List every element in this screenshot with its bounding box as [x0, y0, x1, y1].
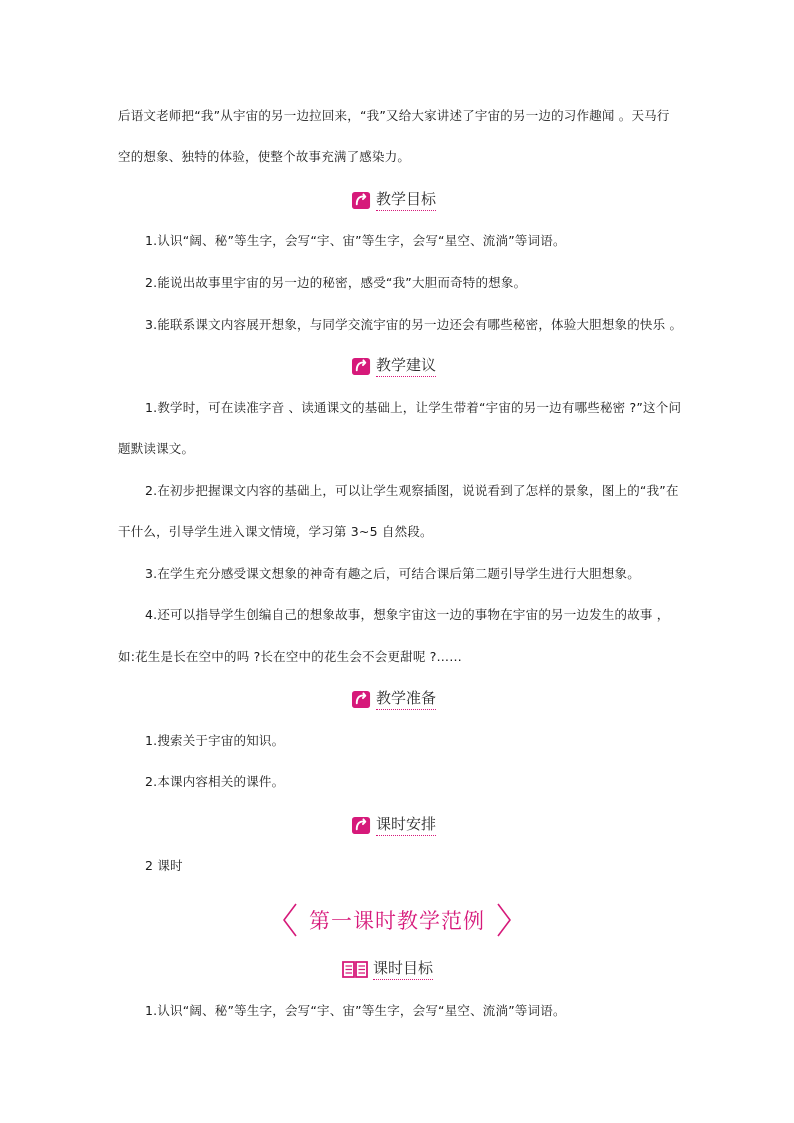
pink-arrow-badge-icon — [352, 816, 371, 835]
suggestion-1-line-2: 题默读课文。 — [118, 441, 195, 456]
intro-line-1: 后语文老师把“我”从宇宙的另一边拉回来，“我”又给大家讲述了宇宙的另一边的习作趣闻 。天马行 — [118, 108, 670, 123]
section-title-goals: 教学目标 — [376, 189, 436, 211]
suggestion-2-line-1: 2.在初步把握课文内容的基础上，可以让学生观察插图，说说看到了怎样的景象，图上的“我”在 — [145, 483, 679, 498]
goal-item-3: 3.能联系课文内容展开想象，与同学交流宇宙的另一边还会有哪些秘密，体验大胆想象的快乐 。 — [145, 317, 683, 332]
pink-arrow-badge-icon — [352, 690, 371, 709]
suggestion-4-line-2: 如:花生是长在空中的吗 ?长在空中的花生会不会更甜呢 ?…… — [118, 649, 462, 664]
section-header-lesson-goals — [342, 958, 433, 980]
pink-arrow-badge-icon — [352, 191, 371, 210]
suggestion-4-line-1: 4.还可以指导学生创编自己的想象故事，想象宇宙这一边的事物在宇宙的另一边发生的故事 ， — [145, 607, 670, 622]
lesson-one-title: 第一课时教学范例 — [309, 909, 485, 933]
section-title-preparation: 教学准备 — [376, 688, 436, 710]
goal-item-1: 1.认识“阔、秘”等生字，会写“宇、宙”等生字，会写“星空、流淌”等词语。 — [145, 233, 566, 248]
section-title-suggestions: 教学建议 — [376, 355, 436, 377]
suggestion-3: 3.在学生充分感受课文想象的神奇有趣之后，可结合课后第二题引导学生进行大胆想象。 — [145, 566, 640, 581]
suggestion-1-line-1: 1.教学时，可在读准字音 、读通课文的基础上，让学生带着“宇宙的另一边有哪些秘密 ?”这个问 — [145, 400, 682, 415]
section-title-schedule: 课时安排 — [376, 814, 436, 836]
schedule-text: 2 课时 — [145, 858, 183, 873]
preparation-item-1: 1.搜索关于宇宙的知识。 — [145, 733, 285, 748]
open-book-icon — [342, 959, 368, 979]
lesson-goal-item-1: 1.认识“阔、秘”等生字，会写“宇、宙”等生字，会写“星空、流淌”等词语。 — [145, 1003, 566, 1018]
intro-line-2: 空的想象、独特的体验，使整个故事充满了感染力。 — [118, 149, 411, 164]
section-header-preparation — [352, 688, 436, 710]
suggestion-2-line-2: 干什么，引导学生进入课文情境，学习第 3~5 自然段。 — [118, 524, 433, 539]
pink-arrow-badge-icon — [352, 357, 371, 376]
section-header-schedule — [352, 814, 436, 836]
section-header-goals — [352, 189, 436, 211]
section-header-suggestions — [352, 355, 436, 377]
left-angle-bracket-icon — [281, 902, 299, 938]
goal-item-2: 2.能说出故事里宇宙的另一边的秘密，感受“我”大胆而奇特的想象。 — [145, 275, 527, 290]
section-title-lesson-goals: 课时目标 — [373, 958, 433, 980]
lesson-one-banner — [0, 900, 794, 940]
right-angle-bracket-icon — [495, 902, 513, 938]
preparation-item-2: 2.本课内容相关的课件。 — [145, 774, 285, 789]
